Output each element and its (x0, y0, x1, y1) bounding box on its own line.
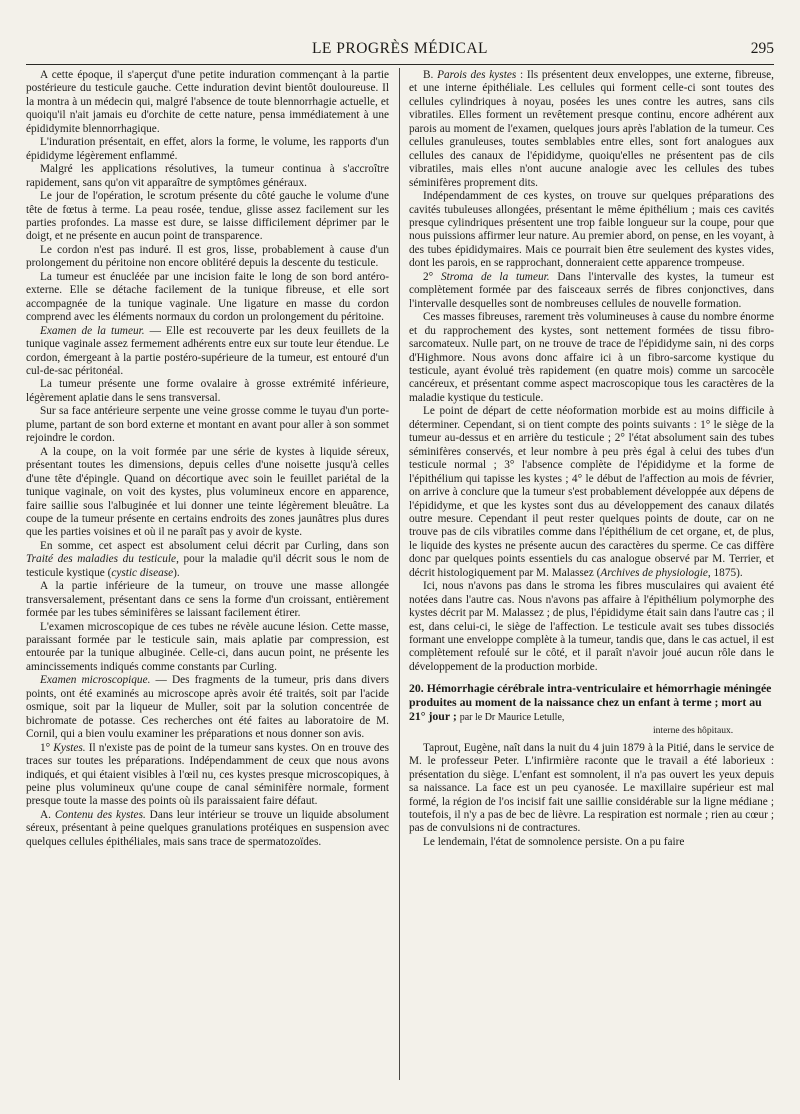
article-body (409, 742, 774, 850)
paragraph: 2° Stroma de la tumeur. Dans l'intervalle des kystes, la tumeur est complètement formée par des faisceaux serrés de fibres conjonctives, dans l'intervalle desquelles sont de nombreuses cellules de nouvelle formation. (409, 270, 774, 310)
column-divider (399, 68, 400, 1080)
paragraph: A la partie inférieure de la tumeur, on trouve une masse allongée transversalement, présentant dans ce sens la forme d'un croissant, entièrement formée par les tubes séminifères se laissant facilement étirer. (26, 580, 389, 620)
paragraph: Ces masses fibreuses, rarement très volumineuses à cause du nombre énorme et du rapprochement des kystes, sont nettement formées de tissu fibro-sarcomateux. Nulle part, on ne trouve de trace de l'épididyme sain, ni des corps d'Highmore. Nous avons donc affaire ici à un fibro-sarcome kystique du testicule, ayant évolué très rapidement (en quatre mois) comme un sarcocèle cancéreux, et présentant comme aspect macroscopique tous les caractères de la maladie kystique du testicule. (409, 311, 774, 404)
paragraph: L'examen microscopique de ces tubes ne révèle aucune lésion. Cette masse, paraissant formée par le testicule sain, mais aplatie par compression, est entourée par la tunique albuginée. Celle-ci, dans aucun point, ne présente les amincissements indiqués comme constants par Curling. (26, 620, 389, 673)
paragraph: A la coupe, on la voit formée par une série de kystes à liquide séreux, présentant toutes les dimensions, depuis celles d'une noisette jusqu'à celles d'une tête d'épingle. Quand on décortique avec soin le feuillet pariétal de la tunique vaginale, on voit des kystes, plus volumineux encore en apparence, faire saillie sous l'albuginée et lui donner une teinte légèrement bleuâtre. La coupe de la tumeur présente en certains endroits des zones jaunâtres plus dures que les parties voisines et où il ne paraît pas y avoir de kyste. (26, 445, 389, 539)
paragraph: 1° Kystes. Il n'existe pas de point de la tumeur sans kystes. On en trouve des traces sur toutes les préparations. Indépendamment de ceux que nous avons indiqués, et qui étaient visibles à l'œil nu, ces kystes presque microscopiques, à peine plus volumineux qu'une coupe de canal séminifère normale, forment presque toute la masse des points où ils paraissaient faire défaut. (26, 741, 389, 808)
right-column-body (409, 69, 774, 674)
paragraph: Indépendamment de ces kystes, on trouve sur quelques préparations des cavités tubuleuses allongées, présentant le même épithélium ; mais ces cavités presque cylindriques présentent une trop faible longueur sur la coupe, pour que nous puissions affirmer leur nature. Au premier abord, on pense, en les voyant, à des tubes épididymaires. Mais ce pourrait bien être seulement des kystes vides, dont les parois, en se rapprochant, donneraient cette apparence trompeuse. (409, 190, 774, 270)
paragraph: Le cordon n'est pas induré. Il est gros, lisse, probablement à cause d'un prolongement du péritoine non encore oblitéré depuis la descente du testicule. (26, 243, 389, 270)
paragraph: Malgré les applications résolutives, la tumeur continua à s'accroître rapidement, sans qu'on vit apparaître de symptômes généraux. (26, 163, 389, 189)
paragraph: A cette époque, il s'aperçut d'une petite induration commençant à la partie postérieure du testicule gauche. Cette induration devint bientôt douloureuse. Il la montra à un médecin qui, malgré l'absence de toute blennorrhagie actuelle, et quoiqu'il n'ait jamais eu d'orchite de cette nature, pensa immédiatement à une épididymite blennorrhagique. (26, 69, 389, 135)
journal-title: LE PROGRÈS MÉDICAL (311, 40, 489, 57)
paragraph: Taprout, Eugène, naît dans la nuit du 4 juin 1879 à la Pitié, dans le service de M. le professeur Peter. L'infirmière raconte que le travail a été laborieux : présentation du siège. L'enfant est somnolent, il n'a pas ouvert les yeux depuis sa naissance. La face est un peu cyanosée. Le maxillaire supérieur est mal formé, la région de l'os incisif fait une saillie considérable sur la ligne médiane ; toutefois, il n'y a pas de bec de lièvre. La respiration est normale ; rien au cœur ; pas de convulsions ni de contractures. (409, 741, 774, 835)
right-column (409, 69, 774, 849)
left-column (26, 69, 389, 849)
paragraph: Examen microscopique. — Des fragments de la tumeur, pris dans divers points, ont été examinés au microscope après avoir été traités, soit par l'acide osmique, soit par la liqueur de Muller, soit par la solution concentrée de bichromate de potasse. Ces recherches ont été faites au laboratoire de M. Cornil, qui a bien voulu examiner les préparations et nous donner son avis. (26, 674, 389, 741)
paragraph: Le jour de l'opération, le scrotum présente du côté gauche le volume d'une tête de fœtus à terme. La peau rosée, tendue, glisse assez facilement sur les parties profondes. La masse est dure, se laisse difficilement déprimer par le doigt, et ne présente en aucun point de transparence. (26, 190, 389, 243)
running-header (26, 38, 774, 62)
page-number: 295 (750, 40, 774, 57)
paragraph: A. Contenu des kystes. Dans leur intérieur se trouve un liquide absolument séreux, présentant à peine quelques granulations protéiques en suspension avec quelques cellules épithéliales, mais sans trace de spermatozoïdes. (26, 808, 389, 848)
paragraph: Examen de la tumeur. — Elle est recouverte par les deux feuillets de la tunique vaginale assez fermement adhérents entre eux sur toute leur étendue. Le cordon, émergeant à la partie postéro-supérieure de la tumeur, est entouré d'un cul-de-sac péritonéal. (26, 324, 389, 377)
paragraph: Ici, nous n'avons pas dans le stroma les fibres musculaires qui avaient été notées dans l'autre cas. Nous n'avons pas affaire à l'épithélium polymorphe des kystes décrit par M. Malassez ; de plus, l'épididyme était sain dans l'autre cas ; il est, dans celui-ci, le siège de l'affection. Le testicule avait ses tubes dissociés formant une enveloppe complète à la tumeur, tandis que, dans le cas actuel, il est complètement refoulé sur le côté, et il paraît n'avoir joué aucun rôle dans le développement de la production morbide. (409, 580, 774, 673)
header-rule (26, 64, 774, 65)
paragraph: La tumeur présente une forme ovalaire à grosse extrémité inférieure, légèrement aplatie dans le sens transversal. (26, 378, 389, 404)
paragraph: Sur sa face antérieure serpente une veine grosse comme le tuyau d'un porte-plume, partant de son bord externe et montant en avant pour aller à son sommet rejoindre le cordon. (26, 405, 389, 445)
article-heading (409, 682, 774, 737)
paragraph: Le point de départ de cette néoformation morbide est au moins difficile à déterminer. Cependant, si on tient compte des points suivants : 1° le siège de la tumeur au-dessus et en arrière du testicule ; 2° l'état absolument sain des tubes séminifères conservés, et leur nombre à peu près égal à celui des tubes d'un testicule normal ; 3° l'absence complète de l'épididyme et la forme de l'épithélium qui tapisse les kystes ; 4° le début de l'affection au mois de février, on arrive à conclure que la tumeur s'est probablement développée aux dépens de l'épididyme, et que les kystes sont dus au développement des canaux dilatés outre mesure. Cependant il peut rester quelques points de doute, car on ne trouve pas de cils vibratiles comme dans l'épithélium de cet organe, et, de plus, le liquide des kystes ne présente aucun des caractères du sperme. Ce cas diffère donc par quelques points essentiels du cas analogue observé par M. Terrier, et décrit histologiquement par M. Malassez (Archives de physiologie, 1875). (409, 405, 774, 579)
article-title: 20. Hémorrhagie cérébrale intra-ventriculaire et hémorrhagie méningée produites au moment de la naissance chez un enfant à terme ; mort au 21° jour ; (409, 681, 772, 723)
paragraph: B. Parois des kystes : Ils présentent deux enveloppes, une externe, fibreuse, et une interne épithéliale. Les cellules qui forment celle-ci sont toutes des cellules cylindriques à noyau, posées les unes contre les autres, sans cils vibratiles. Elles forment un revêtement presque continu, encore adhérent aux parois au moment de l'examen, quelques jours après l'ablation de la tumeur. Ces cellules granuleuses, toutes semblables entre elles, sont fort analogues aux cellules des canaux de l'épididyme, quoiqu'elles ne présentent pas de cils vibratiles, mais elles n'ont aucune analogie avec les cellules des tubes séminifères proprement dits. (409, 69, 775, 189)
author-role: interne des hôpitaux. (653, 725, 734, 737)
article-byline: par le Dr Maurice Letulle, (459, 711, 565, 723)
paragraph: L'induration présentait, en effet, alors la forme, le volume, les rapports d'un épididyme légèrement enflammé. (26, 136, 389, 162)
paragraph: Le lendemain, l'état de somnolence persiste. On a pu faire (423, 835, 685, 848)
paragraph: En somme, cet aspect est absolument celui décrit par Curling, dans son Traité des maladies du testicule, pour la maladie qu'il décrit sous le nom de testicule kystique (cystic disease). (26, 539, 389, 579)
paragraph: La tumeur est énucléée par une incision faite le long de son bord antéro-externe. Elle se détache facilement de la tunique fibreuse, et elle sort accompagnée de la tunique vaginale. Une ligature en masse du cordon comprend avec les éléments normaux du cordon un prolongement du péritoine. (26, 270, 389, 324)
